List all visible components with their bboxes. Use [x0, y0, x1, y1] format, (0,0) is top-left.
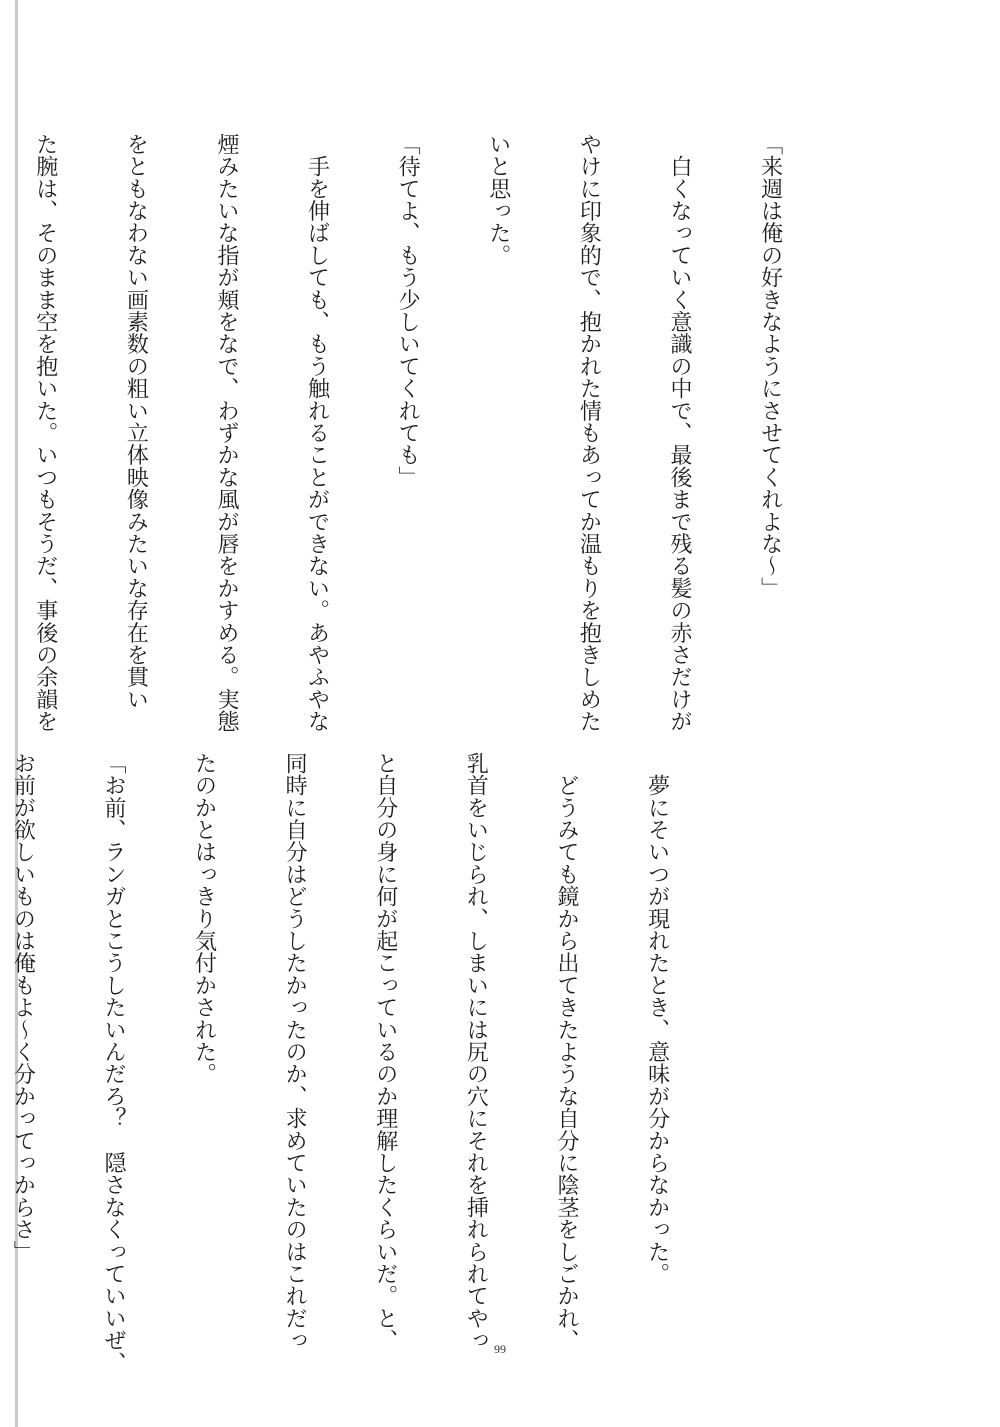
- text-line: 同時に自分はどうしたかったのか、求めていたのはこれだっ: [282, 752, 308, 1352]
- text-block-top: [0, 133, 845, 733]
- text-line: た腕は、そのまま空を抱いた。いつもそうだ、事後の余韻を: [32, 133, 58, 733]
- text-line: お前が欲しいものは俺もよ〜く分かってっからさ」: [10, 752, 36, 1263]
- text-line: 「待てよ、もう少しいてくれても」: [395, 133, 421, 489]
- text-line: 「来週は俺の好きなようにさせてくれよな〜」: [757, 133, 783, 600]
- text-line: 白くなっていく意識の中で、最後まで残る髪の赤さだけが: [666, 133, 692, 733]
- text-line: どうみても鏡から出てきたような自分に陰茎をしごかれ、: [553, 752, 579, 1352]
- text-line: 夢にそいつが現れたとき、意味が分からなかった。: [644, 752, 670, 1285]
- text-line: をともなわない画素数の粗い立体映像みたいな存在を貫い: [123, 133, 149, 711]
- text-line: 乳首をいじられ、しまいには尻の穴にそれを挿れられてやっ: [463, 752, 489, 1352]
- text-line: 「お前、ランガとこうしたいんだろ？ 隠さなくっていいぜ、: [100, 752, 126, 1374]
- text-line: 手を伸ばしても、もう触れることができない。あやふやな: [304, 133, 330, 733]
- page-number: 99: [494, 1342, 506, 1356]
- text-line: いと思った。: [485, 133, 511, 267]
- text-line: やけに印象的で、抱かれた情もあってか温もりを抱きしめた: [576, 133, 602, 733]
- text-line: と自分の身に何が起こっているのか理解したくらいだ。と、: [372, 752, 398, 1352]
- text-line: たのかとはっきり気付かされた。: [191, 752, 217, 1085]
- text-line: 煙みたいな指が頬をなで、わずかな風が唇をかすめる。実態: [213, 133, 239, 733]
